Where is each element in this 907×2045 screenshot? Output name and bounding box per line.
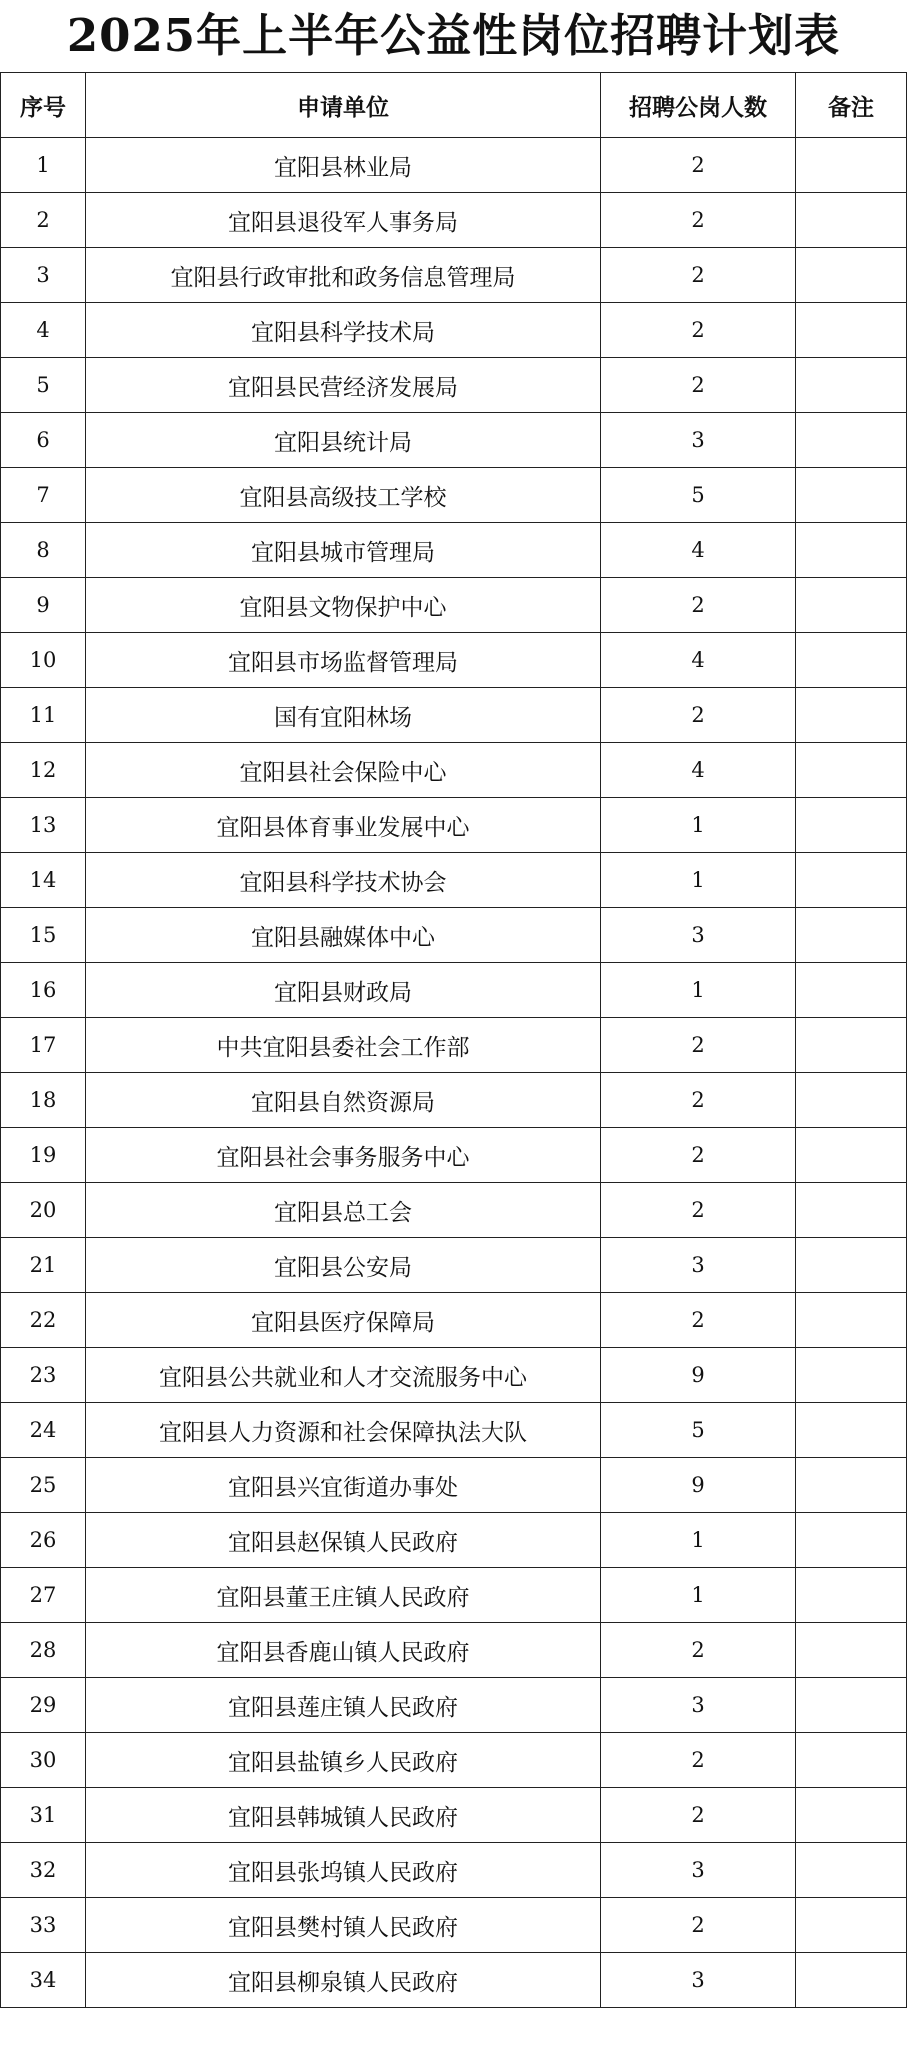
table-row [1,1348,907,1403]
cell-remarks [796,1128,907,1183]
header-remarks: 备注 [796,73,907,138]
cell-remarks [796,193,907,248]
cell-serial-number: 34 [1,1953,86,2008]
table-row [1,1513,907,1568]
cell-serial-number: 33 [1,1898,86,1953]
table-row [1,1843,907,1898]
cell-applying-unit: 宜阳县统计局 [86,413,601,468]
cell-position-count: 2 [601,1788,796,1843]
cell-serial-number: 13 [1,798,86,853]
cell-serial-number: 32 [1,1843,86,1898]
table-row [1,1898,907,1953]
cell-serial-number: 11 [1,688,86,743]
cell-serial-number: 10 [1,633,86,688]
cell-remarks [796,523,907,578]
cell-applying-unit: 宜阳县兴宜街道办事处 [86,1458,601,1513]
table-row [1,1403,907,1458]
cell-remarks [796,1238,907,1293]
table-row [1,1238,907,1293]
cell-position-count: 1 [601,798,796,853]
cell-serial-number: 1 [1,138,86,193]
cell-serial-number: 30 [1,1733,86,1788]
header-position-count: 招聘公岗人数 [601,73,796,138]
cell-remarks [796,578,907,633]
cell-remarks [796,963,907,1018]
cell-applying-unit: 宜阳县科学技术协会 [86,853,601,908]
cell-position-count: 2 [601,248,796,303]
cell-applying-unit: 中共宜阳县委社会工作部 [86,1018,601,1073]
cell-remarks [796,1623,907,1678]
cell-serial-number: 4 [1,303,86,358]
cell-serial-number: 17 [1,1018,86,1073]
cell-remarks [796,138,907,193]
recruitment-plan-table [0,72,907,2008]
cell-applying-unit: 宜阳县香鹿山镇人民政府 [86,1623,601,1678]
cell-serial-number: 23 [1,1348,86,1403]
table-row [1,303,907,358]
cell-remarks [796,248,907,303]
cell-position-count: 1 [601,963,796,1018]
cell-remarks [796,798,907,853]
cell-remarks [796,1953,907,2008]
cell-remarks [796,1403,907,1458]
cell-position-count: 2 [601,1183,796,1238]
cell-applying-unit: 宜阳县行政审批和政务信息管理局 [86,248,601,303]
cell-applying-unit: 宜阳县董王庄镇人民政府 [86,1568,601,1623]
cell-remarks [796,358,907,413]
cell-applying-unit: 宜阳县盐镇乡人民政府 [86,1733,601,1788]
table-row [1,963,907,1018]
table-row [1,1128,907,1183]
cell-applying-unit: 宜阳县公共就业和人才交流服务中心 [86,1348,601,1403]
table-row [1,413,907,468]
cell-position-count: 1 [601,1568,796,1623]
table-row [1,138,907,193]
cell-position-count: 4 [601,743,796,798]
cell-serial-number: 21 [1,1238,86,1293]
table-row [1,853,907,908]
cell-remarks [796,853,907,908]
cell-applying-unit: 宜阳县莲庄镇人民政府 [86,1678,601,1733]
cell-applying-unit: 宜阳县总工会 [86,1183,601,1238]
cell-position-count: 2 [601,1733,796,1788]
cell-applying-unit: 宜阳县城市管理局 [86,523,601,578]
cell-applying-unit: 宜阳县林业局 [86,138,601,193]
cell-position-count: 2 [601,303,796,358]
cell-position-count: 2 [601,1293,796,1348]
table-row [1,1073,907,1128]
cell-remarks [796,908,907,963]
table-row [1,468,907,523]
cell-remarks [796,413,907,468]
cell-remarks [796,1733,907,1788]
cell-serial-number: 8 [1,523,86,578]
cell-applying-unit: 宜阳县医疗保障局 [86,1293,601,1348]
cell-applying-unit: 宜阳县民营经济发展局 [86,358,601,413]
cell-position-count: 2 [601,1623,796,1678]
cell-position-count: 2 [601,688,796,743]
cell-applying-unit: 宜阳县樊村镇人民政府 [86,1898,601,1953]
cell-remarks [796,1183,907,1238]
cell-position-count: 5 [601,468,796,523]
cell-position-count: 2 [601,193,796,248]
cell-serial-number: 19 [1,1128,86,1183]
table-row [1,1458,907,1513]
cell-position-count: 9 [601,1458,796,1513]
cell-remarks [796,303,907,358]
table-row [1,1293,907,1348]
cell-applying-unit: 宜阳县自然资源局 [86,1073,601,1128]
cell-applying-unit: 宜阳县文物保护中心 [86,578,601,633]
cell-applying-unit: 宜阳县科学技术局 [86,303,601,358]
cell-serial-number: 22 [1,1293,86,1348]
table-row [1,578,907,633]
cell-serial-number: 24 [1,1403,86,1458]
cell-remarks [796,633,907,688]
table-row [1,908,907,963]
cell-position-count: 3 [601,1678,796,1733]
table-row [1,358,907,413]
table-row [1,1183,907,1238]
cell-remarks [796,1513,907,1568]
table-row [1,1568,907,1623]
cell-position-count: 2 [601,1018,796,1073]
cell-serial-number: 3 [1,248,86,303]
cell-applying-unit: 宜阳县社会保险中心 [86,743,601,798]
header-applying-unit: 申请单位 [86,73,601,138]
cell-applying-unit: 宜阳县体育事业发展中心 [86,798,601,853]
table-body [1,138,907,2008]
cell-applying-unit: 宜阳县赵保镇人民政府 [86,1513,601,1568]
cell-remarks [796,1568,907,1623]
cell-serial-number: 27 [1,1568,86,1623]
cell-remarks [796,1348,907,1403]
cell-serial-number: 2 [1,193,86,248]
cell-applying-unit: 宜阳县人力资源和社会保障执法大队 [86,1403,601,1458]
cell-applying-unit: 宜阳县高级技工学校 [86,468,601,523]
cell-serial-number: 7 [1,468,86,523]
table-row [1,743,907,798]
cell-position-count: 2 [601,138,796,193]
cell-serial-number: 5 [1,358,86,413]
cell-position-count: 1 [601,1513,796,1568]
cell-serial-number: 29 [1,1678,86,1733]
cell-serial-number: 25 [1,1458,86,1513]
cell-applying-unit: 宜阳县韩城镇人民政府 [86,1788,601,1843]
cell-position-count: 3 [601,1238,796,1293]
cell-applying-unit: 宜阳县张坞镇人民政府 [86,1843,601,1898]
cell-remarks [796,1788,907,1843]
cell-serial-number: 6 [1,413,86,468]
cell-remarks [796,1843,907,1898]
table-row [1,798,907,853]
table-row [1,633,907,688]
cell-serial-number: 14 [1,853,86,908]
table-row [1,523,907,578]
cell-position-count: 1 [601,853,796,908]
cell-applying-unit: 宜阳县市场监督管理局 [86,633,601,688]
cell-serial-number: 9 [1,578,86,633]
table-row [1,688,907,743]
header-serial-number: 序号 [1,73,86,138]
cell-remarks [796,688,907,743]
table-row [1,193,907,248]
cell-serial-number: 18 [1,1073,86,1128]
cell-position-count: 2 [601,578,796,633]
cell-position-count: 2 [601,358,796,413]
cell-remarks [796,1898,907,1953]
table-row [1,1733,907,1788]
cell-applying-unit: 宜阳县财政局 [86,963,601,1018]
cell-position-count: 2 [601,1128,796,1183]
table-header-row [1,73,907,138]
cell-position-count: 2 [601,1073,796,1128]
cell-position-count: 3 [601,1953,796,2008]
cell-applying-unit: 国有宜阳林场 [86,688,601,743]
cell-position-count: 9 [601,1348,796,1403]
cell-position-count: 2 [601,1898,796,1953]
cell-applying-unit: 宜阳县融媒体中心 [86,908,601,963]
cell-serial-number: 28 [1,1623,86,1678]
cell-remarks [796,743,907,798]
cell-remarks [796,1018,907,1073]
table-row [1,1953,907,2008]
cell-position-count: 3 [601,413,796,468]
table-row [1,248,907,303]
cell-applying-unit: 宜阳县社会事务服务中心 [86,1128,601,1183]
cell-serial-number: 31 [1,1788,86,1843]
table-row [1,1788,907,1843]
cell-position-count: 4 [601,523,796,578]
cell-position-count: 3 [601,908,796,963]
page-title: 2025年上半年公益性岗位招聘计划表 [66,9,841,62]
cell-applying-unit: 宜阳县柳泉镇人民政府 [86,1953,601,2008]
cell-serial-number: 26 [1,1513,86,1568]
cell-remarks [796,1458,907,1513]
cell-remarks [796,468,907,523]
cell-position-count: 5 [601,1403,796,1458]
cell-serial-number: 16 [1,963,86,1018]
cell-remarks [796,1293,907,1348]
cell-serial-number: 12 [1,743,86,798]
cell-serial-number: 20 [1,1183,86,1238]
cell-applying-unit: 宜阳县公安局 [86,1238,601,1293]
cell-remarks [796,1073,907,1128]
table-row [1,1018,907,1073]
table-row [1,1623,907,1678]
cell-position-count: 3 [601,1843,796,1898]
cell-position-count: 4 [601,633,796,688]
cell-serial-number: 15 [1,908,86,963]
table-row [1,1678,907,1733]
cell-remarks [796,1678,907,1733]
cell-applying-unit: 宜阳县退役军人事务局 [86,193,601,248]
